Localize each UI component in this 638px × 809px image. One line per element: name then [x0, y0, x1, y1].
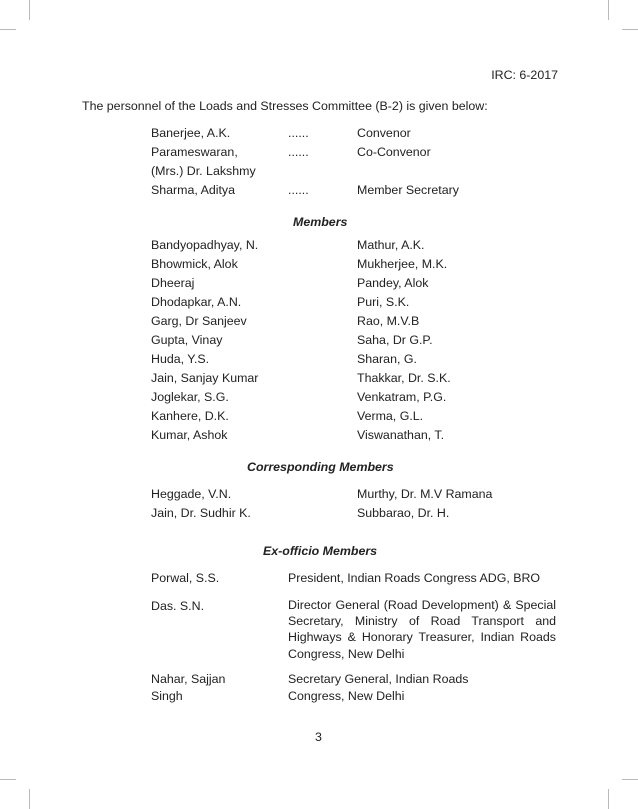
- exofficio-name: Porwal, S.S.: [151, 571, 220, 585]
- bearer-name: Parameswaran,: [151, 145, 238, 159]
- exofficio-description: Congress, New Delhi: [288, 689, 405, 703]
- bearer-name: Sharma, Aditya: [151, 183, 236, 197]
- member-name: Bhowmick, Alok: [151, 257, 238, 271]
- member-name: Viswanathan, T.: [357, 428, 445, 442]
- bearer-dots: ......: [288, 126, 309, 140]
- exofficio-name: Das. S.N.: [151, 599, 205, 613]
- bearer-role: Member Secretary: [357, 183, 459, 197]
- member-name: Huda, Y.S.: [151, 352, 210, 366]
- page-number: 3: [315, 730, 322, 744]
- member-name: Garg, Dr Sanjeev: [151, 314, 247, 328]
- bearer-name: (Mrs.) Dr. Lakshmy: [151, 164, 256, 178]
- intro-paragraph: The personnel of the Loads and Stresses Committee (B-2) is given below:: [82, 99, 488, 113]
- member-name: Subbarao, Dr. H.: [357, 506, 450, 520]
- crop-mark-bottom-right-v: [608, 789, 609, 809]
- exofficio-name: Singh: [151, 689, 183, 703]
- member-name: Verma, G.L.: [357, 409, 424, 423]
- members-heading: Members: [293, 215, 348, 229]
- member-name: Venkatram, P.G.: [357, 390, 447, 404]
- crop-mark-bottom-left-v: [29, 789, 30, 809]
- member-name: Joglekar, S.G.: [151, 390, 229, 404]
- crop-mark-top-left-v: [29, 0, 30, 20]
- document-code: IRC: 6-2017: [491, 68, 558, 82]
- member-name: Kanhere, D.K.: [151, 409, 229, 423]
- member-name: Mukherjee, M.K.: [357, 257, 448, 271]
- crop-mark-top-left-h: [0, 29, 16, 30]
- bearer-dots: ......: [288, 183, 309, 197]
- crop-mark-top-right-v: [608, 0, 609, 20]
- member-name: Thakkar, Dr. S.K.: [357, 371, 451, 385]
- exofficio-name: Nahar, Sajjan: [151, 672, 226, 686]
- exofficio-description: Director General (Road Development) & Special: [288, 598, 556, 612]
- crop-mark-top-right-h: [622, 29, 638, 30]
- crop-mark-bottom-left-h: [0, 779, 16, 780]
- exofficio-description: President, Indian Roads Congress ADG, BRO: [288, 571, 541, 585]
- member-name: Rao, M.V.B: [357, 314, 420, 328]
- bearer-role: Co-Convenor: [357, 145, 431, 159]
- member-name: Sharan, G.: [357, 352, 417, 366]
- exofficio-description: Secretary, Ministry of Road Transport and: [288, 614, 556, 628]
- member-name: Gupta, Vinay: [151, 333, 223, 347]
- bearer-role: Convenor: [357, 126, 411, 140]
- member-name: Kumar, Ashok: [151, 428, 228, 442]
- member-name: Mathur, A.K.: [357, 238, 425, 252]
- member-name: Puri, S.K.: [357, 295, 410, 309]
- exofficio-description: Congress, New Delhi: [288, 647, 405, 661]
- crop-mark-bottom-right-h: [622, 779, 638, 780]
- exofficio-description: Secretary General, Indian Roads: [288, 672, 469, 686]
- member-name: Jain, Dr. Sudhir K.: [151, 506, 251, 520]
- member-name: Dheeraj: [151, 276, 195, 290]
- member-name: Dhodapkar, A.N.: [151, 295, 242, 309]
- member-name: Bandyopadhyay, N.: [151, 238, 259, 252]
- member-name: Saha, Dr G.P.: [357, 333, 433, 347]
- corresponding-members-heading: Corresponding Members: [247, 460, 394, 474]
- member-name: Heggade, V.N.: [151, 487, 232, 501]
- exofficio-members-heading: Ex-officio Members: [263, 544, 378, 558]
- bearer-dots: ......: [288, 145, 309, 159]
- exofficio-description: Highways & Honorary Treasurer, Indian Roads: [288, 630, 556, 644]
- member-name: Jain, Sanjay Kumar: [151, 371, 259, 385]
- member-name: Pandey, Alok: [357, 276, 429, 290]
- bearer-name: Banerjee, A.K.: [151, 126, 231, 140]
- member-name: Murthy, Dr. M.V Ramana: [357, 487, 493, 501]
